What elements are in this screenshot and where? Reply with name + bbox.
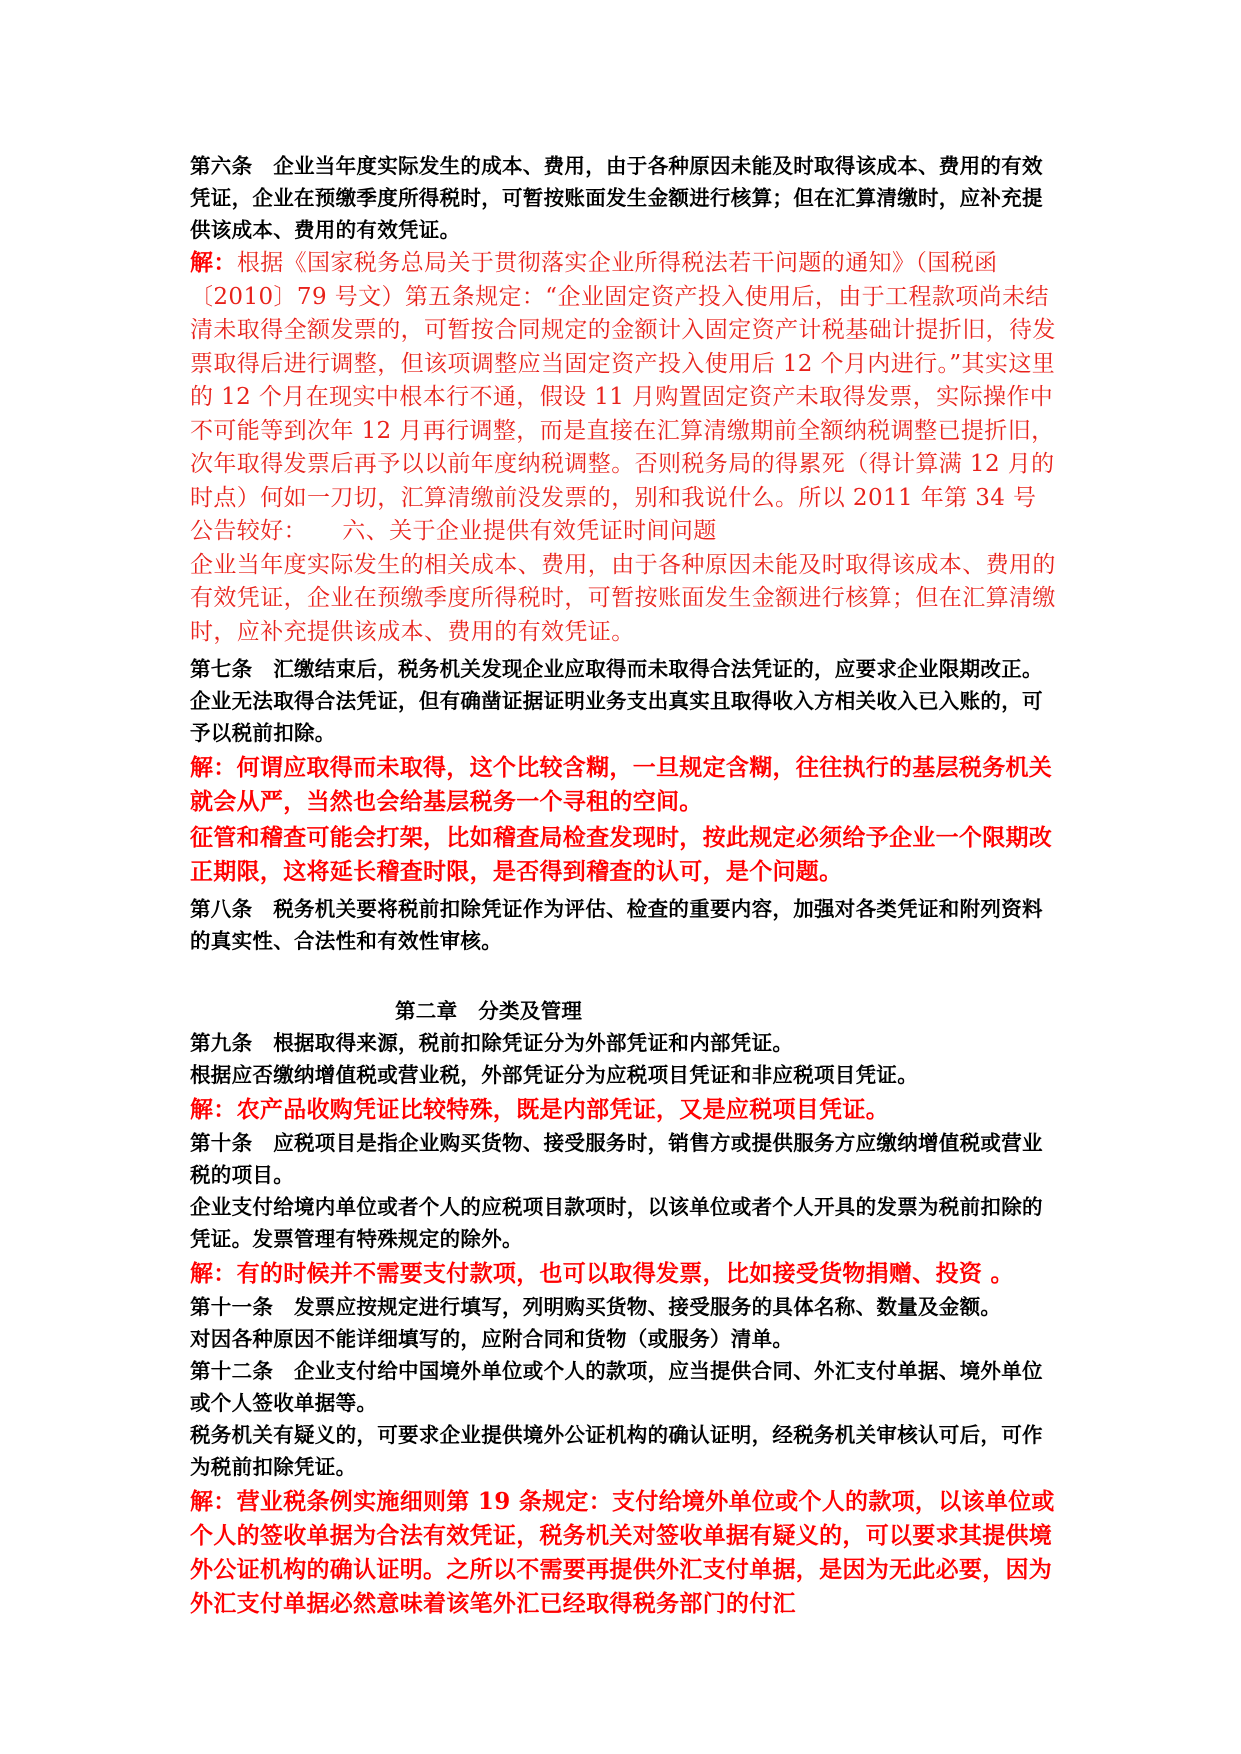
- article-12-continued: 税务机关有疑义的，可要求企业提供境外公证机构的确认证明，经税务机关审核认可后，可作为税前扣除凭证。: [190, 1423, 1043, 1479]
- article-7: 第七条 汇缴结束后，税务机关发现企业应取得而未取得合法凭证的，应要求企业限期改正。企业无法取得合法凭证，但有确凿证据证明业务支出真实且取得收入方相关收入已入账的，可予以税前扣除。: [190, 657, 1043, 745]
- article-12: 第十二条 企业支付给中国境外单位或个人的款项，应当提供合同、外汇支付单据、境外单位或个人签收单据等。: [190, 1359, 1043, 1415]
- article-10: 第十条 应税项目是指企业购买货物、接受服务时，销售方或提供服务方应缴纳增值税或营业税的项目。: [190, 1131, 1043, 1187]
- commentary-prefix: 解：: [190, 249, 237, 276]
- chapter-heading: 第二章 分类及管理: [395, 999, 583, 1023]
- commentary-article-9: 解：农产品收购凭证比较特殊，既是内部凭证，又是应税项目凭证。: [190, 1096, 889, 1123]
- article-11-continued: 对因各种原因不能详细填写的，应附合同和货物（或服务）清单。: [190, 1327, 794, 1351]
- article-9: 第九条 根据取得来源，税前扣除凭证分为外部凭证和内部凭证。: [190, 1031, 794, 1055]
- commentary-article-10: 解：有的时候并不需要支付款项，也可以取得发票，比如接受货物捐赠、投资 。: [190, 1260, 1014, 1287]
- commentary-text: 根据《国家税务总局关于贯彻落实企业所得税法若干问题的通知》（国税函〔2010〕79 号文）第五条规定：“企业固定资产投入使用后，由于工程款项尚未结清未取得全额发票的，可暂按合同规定的金额计入固定资产计税基础计提折旧，待发票取得后进行调整，但该项调整应当固定资产投入使用后 12 个月内进行。”其实这里的 12 个月在现实中根本行不通，假设 11 月购置固定资产未取得发票，实际操作中不可能等到次年 12 月再行调整，而是直接在汇算清缴期前全额纳税调整已提折旧，次年取得发票后再予以以前年度纳税调整。否则税务局的得累死（得计算满 12 月的时点）何如一刀切，汇算清缴前没发票的，别和我说什么。所以 2011 年第 34 号公告较好： 六、关于企业提供有效凭证时间问题: [190, 250, 1056, 544]
- commentary-article-7-continued: 征管和稽查可能会打架，比如稽查局检查发现时，按此规定必须给予企业一个限期改正期限，这将延长稽查时限，是否得到稽查的认可，是个问题。: [190, 824, 1053, 885]
- article-6: 第六条 企业当年度实际发生的成本、费用，由于各种原因未能及时取得该成本、费用的有效凭证，企业在预缴季度所得税时，可暂按账面发生金额进行核算；但在汇算清缴时，应补充提供该成本、费用的有效凭证。: [190, 154, 1043, 242]
- article-8: 第八条 税务机关要将税前扣除凭证作为评估、检查的重要内容，加强对各类凭证和附列资料的真实性、合法性和有效性审核。: [190, 897, 1043, 953]
- commentary-article-7: 解：何谓应取得而未取得，这个比较含糊，一旦规定含糊，往往执行的基层税务机关就会从严，当然也会给基层税务一个寻租的空间。: [190, 754, 1053, 815]
- commentary-article-6: [190, 246, 1058, 549]
- article-10-continued: 企业支付给境内单位或者个人的应税项目款项时，以该单位或者个人开具的发票为税前扣除的凭证。发票管理有特殊规定的除外。: [190, 1195, 1043, 1251]
- article-9-continued: 根据应否缴纳增值税或营业税，外部凭证分为应税项目凭证和非应税项目凭证。: [190, 1063, 918, 1087]
- article-11: 第十一条 发票应按规定进行填写，列明购买货物、接受服务的具体名称、数量及金额。: [190, 1295, 1002, 1319]
- section-spacer: [190, 957, 1058, 995]
- document-page: [190, 150, 1058, 1621]
- commentary-article-12: 解：营业税条例实施细则第 19 条规定：支付给境外单位或个人的款项，以该单位或个人的签收单据为合法有效凭证，税务机关对签收单据有疑义的，可以要求其提供境外公证机构的确认证明。之所以不需要再提供外汇支付单据，是因为无此必要，因为外汇支付单据必然意味着该笔外汇已经取得税务部门的付汇: [190, 1488, 1055, 1617]
- commentary-article-6-quote: 企业当年度实际发生的相关成本、费用，由于各种原因未能及时取得该成本、费用的有效凭证，企业在预缴季度所得税时，可暂按账面发生金额进行核算；但在汇算清缴时，应补充提供该成本、费用的有效凭证。: [190, 551, 1056, 645]
